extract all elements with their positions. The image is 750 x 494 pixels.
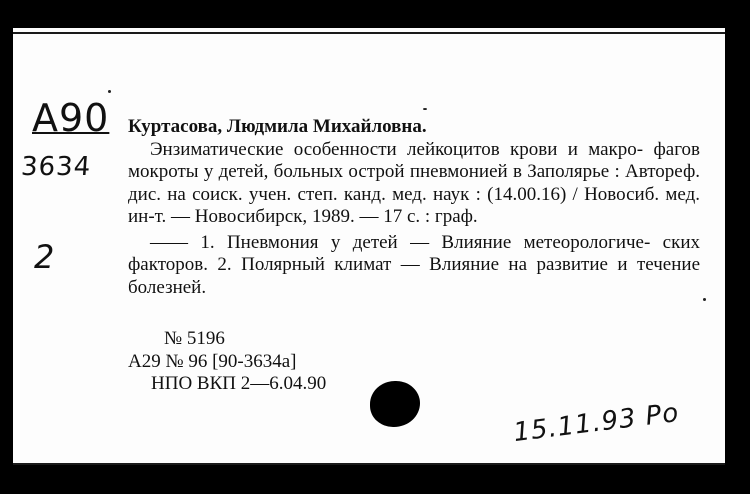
copy-mark: 2	[34, 238, 56, 276]
call-number-prefix: A90	[32, 96, 110, 140]
title-line: Заполярье : Автореф. дис. на соиск. учен. степ. канд. мед.	[128, 161, 701, 205]
title-line: фагов мокроты у детей, больных острой пневмонией в	[128, 138, 700, 182]
catalog-card	[13, 28, 725, 465]
catalog-line: А29 № 96 [90-3634а]	[128, 350, 297, 372]
title-line: 1989. — 17 с. : граф.	[311, 206, 478, 227]
call-number: 3634	[19, 152, 93, 182]
record-numbers	[128, 328, 326, 396]
card-top-border	[13, 32, 725, 34]
handwritten-date-note: 15.11.93 Ро	[511, 397, 681, 449]
org-line: НПО ВКП 2—6.04.90	[151, 373, 327, 394]
bibliographic-entry	[128, 116, 700, 299]
ink-blot	[370, 381, 420, 427]
ink-speck	[423, 108, 427, 110]
ink-speck	[703, 298, 706, 301]
subject-line: и течение болезней.	[128, 254, 701, 298]
author-heading: Куртасова, Людмила Михайловна.	[128, 116, 427, 137]
ink-speck	[108, 90, 111, 93]
subject-line: —— 1. Пневмония у детей — Влияние метеорологиче-	[150, 231, 651, 253]
subject-headings	[128, 232, 700, 300]
title-description	[128, 139, 700, 229]
title-line: наук : (14.00.16) / Новосиб. мед. ин-т. — Новосибирск,	[128, 183, 701, 227]
subject-line: ских факторов. 2. Полярный климат — Влияние на развитие	[128, 231, 701, 275]
record-number: № 5196	[164, 328, 225, 349]
card-bottom-border	[13, 463, 725, 465]
title-line: Энзиматические особенности лейкоцитов крови и макро-	[150, 138, 644, 160]
